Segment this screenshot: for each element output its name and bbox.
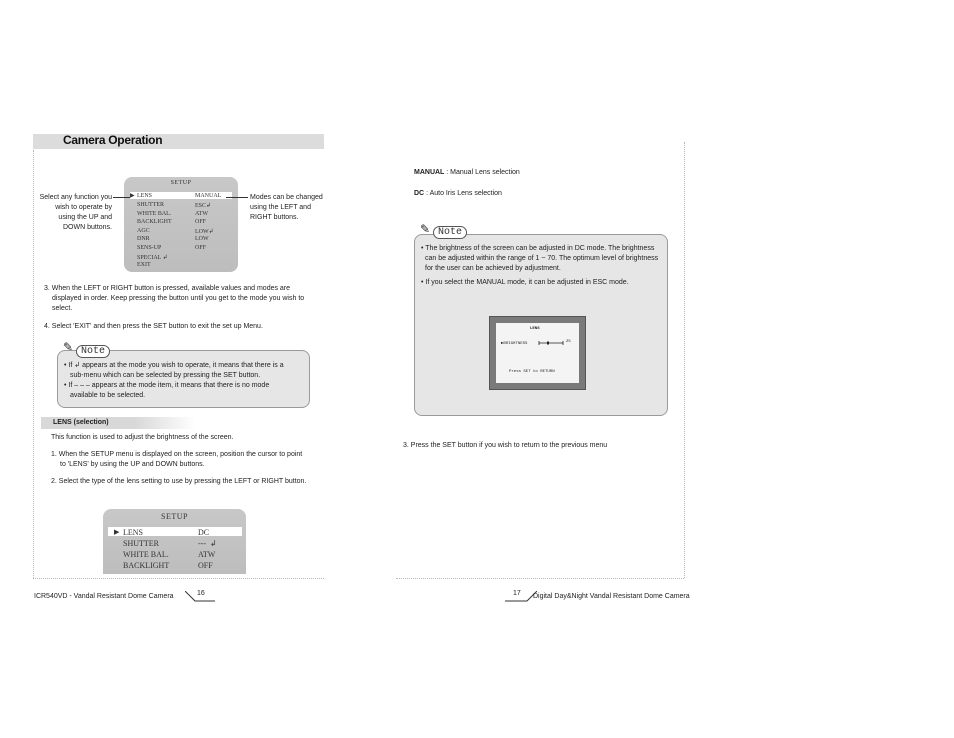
lens-intro-text: This function is used to adjust the brightness of the screen. <box>51 434 234 441</box>
menu-row-value-text: LOW <box>195 229 209 235</box>
lens-selection-heading <box>41 417 196 429</box>
menu-row-value <box>198 539 217 548</box>
menu-row-label: LENS <box>137 193 152 199</box>
menu-row-label: DNR <box>137 236 150 242</box>
section-title: Camera Operation <box>63 133 163 147</box>
note-box <box>57 350 310 408</box>
footer-tab-left <box>185 591 215 603</box>
note-line: • The brightness of the screen can be adjusted in DC mode. The brightness <box>421 245 655 252</box>
note-content <box>64 361 307 401</box>
menu-row-value <box>195 202 211 209</box>
note-line-1 <box>64 361 307 371</box>
callout-line: RIGHT buttons. <box>250 214 299 221</box>
setup-menu-title: SETUP <box>161 512 188 521</box>
menu-row-label: SHUTTER <box>123 539 159 548</box>
step-3-right: 3. Press the SET button if you wish to return to the previous menu <box>403 442 608 449</box>
callout-line: Modes can be changed <box>250 194 323 201</box>
note-text: appears at the mode item, it means that there is no mode <box>91 382 270 389</box>
cursor-arrow-icon: ▶ <box>114 528 120 536</box>
menu-row-value-text: ESC <box>195 203 207 209</box>
monitor-footer: Press SET to RETURN <box>509 370 555 374</box>
text-line: 3. When the LEFT or RIGHT button is pressed, available values and modes are <box>44 285 291 292</box>
menu-row-label: SENS-UP <box>137 245 162 251</box>
pen-icon: ✎ <box>63 340 74 354</box>
menu-row-label: WHITE BAL. <box>137 211 172 217</box>
note-badge: Note <box>433 226 467 239</box>
setup-menu-display-2 <box>103 509 246 574</box>
step-3-text <box>44 284 324 314</box>
setup-menu-title: SETUP <box>170 180 192 186</box>
menu-row-label: BACKLIGHT <box>123 561 170 570</box>
setup-menu-display <box>124 177 238 272</box>
menu-row-label-text: SPECIAL <box>137 255 162 261</box>
menu-row-value: OFF <box>195 245 207 251</box>
manual-text: : Manual Lens selection <box>444 169 520 176</box>
page-number-right: 17 <box>513 590 521 597</box>
note-line: can be adjusted within the range of 1 ~ 70. The optimum level of brightness <box>425 255 659 262</box>
right-page-bottom-border <box>396 578 684 579</box>
lens-step-1 <box>51 450 321 470</box>
text-line: to 'LENS' by using the UP and DOWN buttons. <box>60 461 205 468</box>
monitor-screen <box>489 316 586 390</box>
dc-mode-line <box>414 189 502 199</box>
note-content <box>421 244 665 288</box>
manual-mode-line <box>414 168 520 178</box>
note-badge: Note <box>76 345 110 358</box>
menu-row-label: WHITE BAL. <box>123 550 169 559</box>
callout-right-line <box>226 197 248 198</box>
note-line-2 <box>64 381 307 391</box>
left-page-border <box>33 150 34 578</box>
heading-text: LENS (selection) <box>53 419 109 426</box>
dc-label: DC <box>414 190 425 197</box>
dc-text: : Auto Iris Lens selection <box>424 190 502 197</box>
note-line: for the user can be achieved by adjustment. <box>425 265 561 272</box>
brightness-value: 25 <box>566 340 571 344</box>
brightness-row: ▶BRIGHTNESS <box>501 342 528 346</box>
right-page-border <box>684 142 685 578</box>
brightness-slider <box>538 340 564 346</box>
left-page-bottom-border <box>33 578 324 579</box>
step-4-text: 4. Select 'EXIT' and then press the SET button to exit the set up Menu. <box>44 323 263 330</box>
note-line: • If you select the MANUAL mode, it can be adjusted in ESC mode. <box>421 279 629 286</box>
text-line: select. <box>52 305 73 312</box>
menu-row-value: ATW <box>198 550 216 559</box>
menu-row-value: MANUAL <box>195 193 222 199</box>
callout-line: DOWN buttons. <box>62 224 112 231</box>
menu-row-label: EXIT <box>137 262 151 268</box>
submenu-enter-icon: ↲ <box>162 255 168 261</box>
footer-title-right: Digital Day&Night Vandal Resistant Dome Camera <box>533 593 690 600</box>
callout-line: Select any function you <box>39 194 112 201</box>
menu-row-value: OFF <box>198 561 213 570</box>
manual-label: MANUAL <box>414 169 445 176</box>
menu-row-label: SHUTTER <box>137 202 164 208</box>
menu-row-value: DC <box>198 528 210 537</box>
footer-title-left: ICR540VD - Vandal Resistant Dome Camera <box>34 593 174 600</box>
page-number-left: 16 <box>197 590 205 597</box>
submenu-enter-icon: ↲ <box>210 539 217 548</box>
note-line: available to be selected. <box>70 392 146 399</box>
menu-row-label: LENS <box>123 528 143 537</box>
dash-symbol: – – – <box>74 382 90 389</box>
note-line: sub-menu which can be selected by pressing the SET button. <box>70 372 261 379</box>
enter-symbol-icon: ↲ <box>74 362 81 369</box>
menu-row-value: OFF <box>195 219 207 225</box>
callout-right <box>250 193 330 223</box>
text-line: displayed in order. Keep pressing the button until you get to the mode you wish to <box>52 295 305 302</box>
note-text: • If <box>64 382 73 389</box>
menu-row-value <box>195 228 214 235</box>
brightness-label: BRIGHTNESS <box>503 342 528 346</box>
submenu-enter-icon: ↲ <box>208 229 214 235</box>
menu-row-value: LOW <box>195 236 209 242</box>
note-text: • If <box>64 362 73 369</box>
callout-line: using the UP and <box>58 214 112 221</box>
callout-line: wish to operate by <box>55 204 112 211</box>
text-line: 1. When the SETUP menu is displayed on the screen, position the cursor to point <box>51 451 303 458</box>
cursor-arrow-icon: ▶ <box>130 193 135 199</box>
pen-icon: ✎ <box>420 222 431 236</box>
note-text: appears at the mode you wish to operate, it means that there is a <box>82 362 284 369</box>
submenu-enter-icon: ↲ <box>206 203 212 209</box>
menu-row-label: BACKLIGHT <box>137 219 172 225</box>
menu-row-label: AGC <box>137 228 150 234</box>
callout-left <box>38 193 112 233</box>
menu-row-value: ATW <box>195 211 208 217</box>
callout-line: using the LEFT and <box>250 204 311 211</box>
monitor-display <box>496 323 579 383</box>
menu-row-value-text: --- <box>198 539 206 548</box>
lens-step-2: 2. Select the type of the lens setting to use by pressing the LEFT or RIGHT button. <box>51 478 307 485</box>
menu-row-label <box>137 254 168 261</box>
monitor-title: LENS <box>530 327 540 331</box>
callout-left-line <box>113 197 130 198</box>
